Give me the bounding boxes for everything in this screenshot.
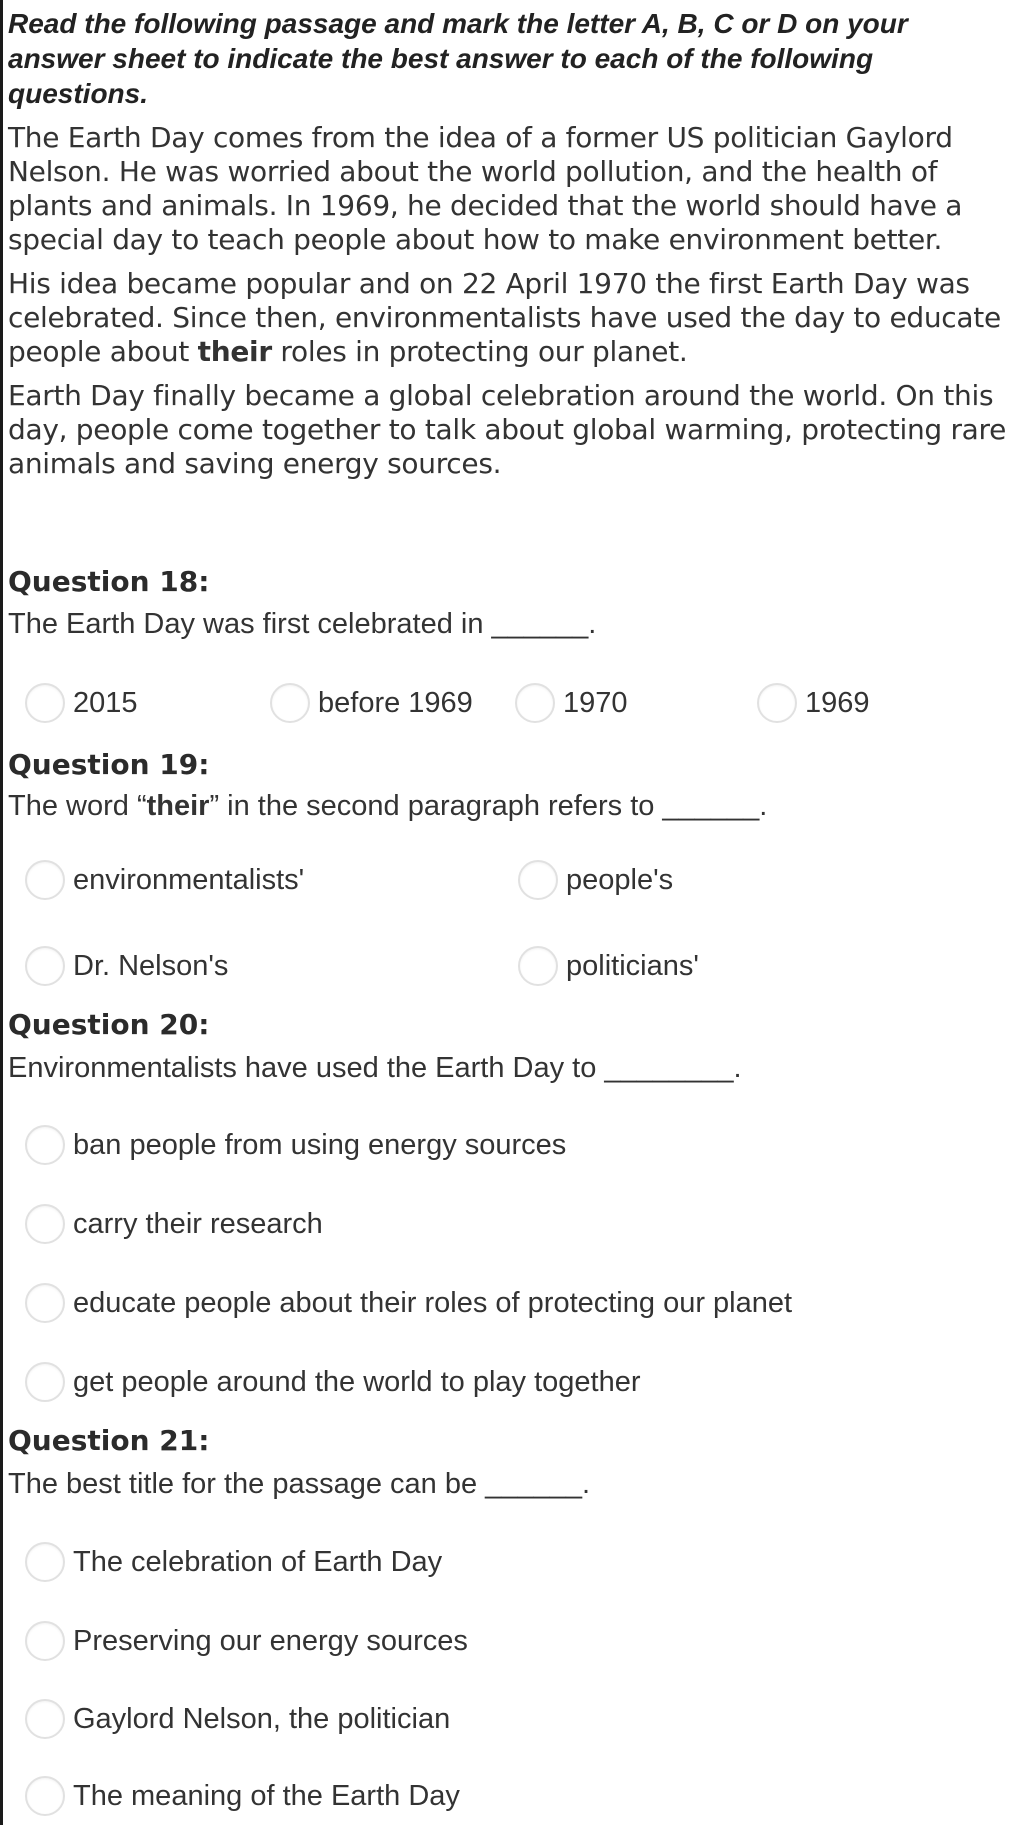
option-label: carry their research xyxy=(73,1207,323,1240)
q20-option-d[interactable] xyxy=(25,1362,641,1402)
q20-option-a[interactable] xyxy=(25,1125,566,1165)
q19-option-a[interactable] xyxy=(25,860,304,900)
radio-circle-icon[interactable] xyxy=(25,1699,65,1739)
quiz-content xyxy=(8,0,1018,481)
question-20-title: Question 20: xyxy=(8,1008,210,1041)
passage-paragraph-3: Earth Day finally became a global celebration around the world. On this day, people come together to talk about global warming, protecting rare animals and saving energy sources. xyxy=(8,379,1007,480)
option-label: 1970 xyxy=(563,686,628,719)
passage-p2-text: His idea became popular and on 22 April 1970 the first Earth Day was celebrated. Since then, environmentalists have used the day to educate people about xyxy=(8,267,1001,368)
option-label: 1969 xyxy=(805,686,870,719)
q20-option-c[interactable] xyxy=(25,1283,792,1323)
instructions: Read the following passage and mark the letter A, B, C or D on your answer sheet to indicate the best answer to each of the following questions. xyxy=(8,8,908,109)
q21-option-d[interactable] xyxy=(25,1776,460,1816)
q19-option-c[interactable] xyxy=(25,946,228,986)
passage-paragraph-2 xyxy=(8,267,1018,369)
option-label: educate people about their roles of protecting our planet xyxy=(73,1286,793,1319)
radio-circle-icon[interactable] xyxy=(518,946,558,986)
radio-circle-icon[interactable] xyxy=(515,683,555,723)
radio-circle-icon[interactable] xyxy=(25,1621,65,1661)
option-label: get people around the world to play together xyxy=(73,1365,641,1398)
q18-option-a[interactable] xyxy=(25,683,138,723)
question-20-stem: Environmentalists have used the Earth Day to ________. xyxy=(8,1052,742,1084)
left-border xyxy=(0,0,3,1825)
q21-option-b[interactable] xyxy=(25,1621,468,1661)
q21-option-a[interactable] xyxy=(25,1542,442,1582)
option-label: environmentalists' xyxy=(73,863,305,896)
passage-p2-bold: their xyxy=(197,335,272,368)
option-label: The celebration of Earth Day xyxy=(73,1545,443,1578)
question-21-title: Question 21: xyxy=(8,1424,210,1457)
option-label: before 1969 xyxy=(318,686,473,719)
q19-option-d[interactable] xyxy=(518,946,699,986)
option-label: Preserving our energy sources xyxy=(73,1624,468,1657)
question-18-stem: The Earth Day was first celebrated in ______. xyxy=(8,608,597,640)
option-label: politicians' xyxy=(566,949,699,982)
q18-option-b[interactable] xyxy=(270,683,473,723)
question-19-title: Question 19: xyxy=(8,748,210,781)
radio-circle-icon[interactable] xyxy=(25,1776,65,1816)
q19-stem-bold: their xyxy=(146,790,210,822)
q18-option-d[interactable] xyxy=(757,683,870,723)
radio-circle-icon[interactable] xyxy=(25,1542,65,1582)
question-21-stem: The best title for the passage can be ______. xyxy=(8,1468,591,1500)
option-label: Gaylord Nelson, the politician xyxy=(73,1702,451,1735)
passage-p2-tail: roles in protecting our planet. xyxy=(271,335,688,368)
q19-stem-tail: ” in the second paragraph refers to ______. xyxy=(209,790,768,822)
option-label: The meaning of the Earth Day xyxy=(73,1779,460,1812)
radio-circle-icon[interactable] xyxy=(518,860,558,900)
radio-circle-icon[interactable] xyxy=(25,1283,65,1323)
q19-option-b[interactable] xyxy=(518,860,673,900)
q19-stem-text: The word “ xyxy=(8,790,147,822)
radio-circle-icon[interactable] xyxy=(25,946,65,986)
radio-circle-icon[interactable] xyxy=(25,860,65,900)
radio-circle-icon[interactable] xyxy=(25,683,65,723)
q20-option-b[interactable] xyxy=(25,1204,323,1244)
radio-circle-icon[interactable] xyxy=(25,1204,65,1244)
radio-circle-icon[interactable] xyxy=(25,1125,65,1165)
option-label: people's xyxy=(566,863,674,896)
radio-circle-icon[interactable] xyxy=(25,1362,65,1402)
passage-paragraph-1: The Earth Day comes from the idea of a former US politician Gaylord Nelson. He was worried about the world pollution, and the health of plants and animals. In 1969, he decided that the world should have a special day to teach people about how to make environment better. xyxy=(8,121,963,256)
question-18-title: Question 18: xyxy=(8,565,210,598)
radio-circle-icon[interactable] xyxy=(270,683,310,723)
reading-passage xyxy=(8,121,1018,481)
q18-option-c[interactable] xyxy=(515,683,628,723)
option-label: 2015 xyxy=(73,686,138,719)
question-19-stem xyxy=(8,790,767,823)
radio-circle-icon[interactable] xyxy=(757,683,797,723)
option-label: ban people from using energy sources xyxy=(73,1128,567,1161)
option-label: Dr. Nelson's xyxy=(73,949,229,982)
q21-option-c[interactable] xyxy=(25,1699,450,1739)
